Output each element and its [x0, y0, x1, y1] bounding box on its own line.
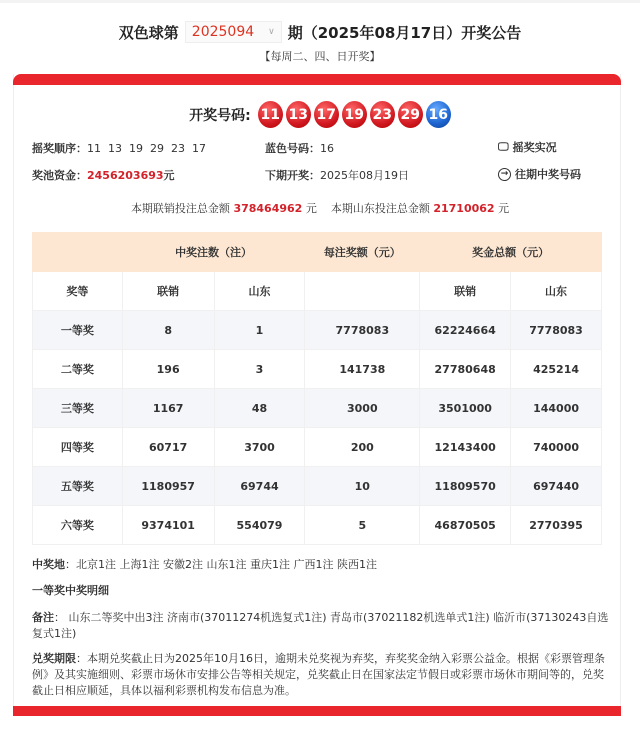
table-cell: 196 — [122, 350, 214, 389]
table-cell: 1 — [214, 311, 305, 350]
table-cell: 425214 — [511, 350, 602, 389]
table-cell: 60717 — [122, 428, 214, 467]
table-cell: 554079 — [214, 506, 305, 545]
table-row — [33, 467, 602, 506]
winning-numbers — [0, 101, 640, 128]
first-prize-detail-title: 一等奖中奖明细 — [32, 584, 109, 597]
arrow-circle-icon: → — [498, 168, 511, 181]
table-cell: 144000 — [511, 389, 602, 428]
winning-regions: 中奖地：北京1注 上海1注 安徽2注 山东1注 重庆1注 广西1注 陕西1注 — [32, 558, 377, 571]
header-cell: 山东 — [511, 272, 602, 311]
header-cell: 中奖注数（注） — [122, 233, 305, 272]
remark: 备注： 山东二等奖中出3注 济南市(37011274机选复式1注) 青岛市(37021182机选单式1注) 临沂市(37130243自选复式1注) — [32, 611, 609, 640]
table-cell: 1180957 — [122, 467, 214, 506]
top-divider — [0, 0, 640, 3]
issue-select[interactable] — [185, 21, 282, 43]
table-cell: 二等奖 — [33, 350, 123, 389]
table-cell: 五等奖 — [33, 467, 123, 506]
sales-totals: 本期联销投注总金额 378464962 元 本期山东投注总金额 21710062 元 — [130, 202, 510, 215]
title-prefix: 双色球第 — [118, 23, 179, 42]
table-cell: 46870505 — [420, 506, 511, 545]
table-cell: 697440 — [511, 467, 602, 506]
table-cell: 27780648 — [420, 350, 511, 389]
card-bottom-bar — [13, 706, 621, 716]
table-cell: 11809570 — [420, 467, 511, 506]
prize-table — [32, 232, 602, 545]
table-cell: 8 — [122, 311, 214, 350]
table-cell: 四等奖 — [33, 428, 123, 467]
red-ball: 29 — [398, 101, 423, 128]
blue-number: 蓝色号码：16 — [265, 142, 334, 155]
table-row — [33, 506, 602, 545]
sub-header-row — [33, 272, 602, 311]
red-ball: 13 — [286, 101, 311, 128]
history-link[interactable]: → 往期中奖号码 — [498, 166, 581, 182]
header-cell — [33, 233, 123, 272]
live-draw-link[interactable]: 🖵 摇奖实况 — [498, 140, 557, 154]
table-cell: 12143400 — [420, 428, 511, 467]
red-ball: 19 — [342, 101, 367, 128]
table-cell: 3700 — [214, 428, 305, 467]
table-cell: 10 — [305, 467, 420, 506]
draw-order: 摇奖顺序：11 13 19 29 23 17 — [32, 142, 206, 155]
page-title — [0, 21, 640, 43]
red-ball: 23 — [370, 101, 395, 128]
table-cell: 3000 — [305, 389, 420, 428]
table-cell: 5 — [305, 506, 420, 545]
claim-deadline: 兑奖期限：本期兑奖截止日为2025年10月16日，逾期未兑奖视为弃奖，弃奖奖金纳入彩票公益金。根据《彩票管理条例》及其实施细则、彩票市场休市安排公告等相关规定，兑奖截止日在国家法定节假日或彩票市场休市期间等的，兑奖截止日相应顺延，具体以福利彩票机构发布信息为准。 — [32, 652, 605, 697]
table-cell: 1167 — [122, 389, 214, 428]
table-cell: 六等奖 — [33, 506, 123, 545]
table-cell: 69744 — [214, 467, 305, 506]
monitor-icon: 🖵 — [498, 140, 509, 153]
table-row — [33, 311, 602, 350]
prize-pool: 奖池资金：2456203693元 — [32, 169, 175, 182]
schedule: 【每周二、四、日开奖】 — [259, 50, 381, 63]
header-cell: 联销 — [122, 272, 214, 311]
table-row — [33, 389, 602, 428]
header-cell — [305, 272, 420, 311]
group-header-row — [33, 233, 602, 272]
header-cell: 山东 — [214, 272, 305, 311]
header-cell: 奖金总额（元） — [420, 233, 602, 272]
table-cell: 三等奖 — [33, 389, 123, 428]
header-cell: 每注奖额（元） — [305, 233, 420, 272]
blue-ball: 16 — [426, 101, 451, 128]
table-cell: 2770395 — [511, 506, 602, 545]
table-cell: 3501000 — [420, 389, 511, 428]
header-cell: 联销 — [420, 272, 511, 311]
table-cell: 141738 — [305, 350, 420, 389]
table-cell: 9374101 — [122, 506, 214, 545]
next-draw: 下期开奖：2025年08月19日 — [265, 169, 409, 182]
chevron-down-icon: ∨ — [268, 27, 275, 37]
red-ball: 11 — [258, 101, 283, 128]
table-cell: 48 — [214, 389, 305, 428]
table-cell: 3 — [214, 350, 305, 389]
table-cell: 740000 — [511, 428, 602, 467]
table-cell: 7778083 — [511, 311, 602, 350]
table-cell: 一等奖 — [33, 311, 123, 350]
issue-value: 2025094 — [191, 24, 255, 40]
table-row — [33, 350, 602, 389]
table-cell: 200 — [305, 428, 420, 467]
table-cell: 62224664 — [420, 311, 511, 350]
red-ball: 17 — [314, 101, 339, 128]
numbers-label: 开奖号码: — [189, 107, 251, 124]
header-cell: 奖等 — [33, 272, 123, 311]
table-row — [33, 428, 602, 467]
title-suffix: 期（2025年08月17日）开奖公告 — [287, 23, 522, 42]
table-cell: 7778083 — [305, 311, 420, 350]
card-top-bar — [13, 74, 621, 85]
